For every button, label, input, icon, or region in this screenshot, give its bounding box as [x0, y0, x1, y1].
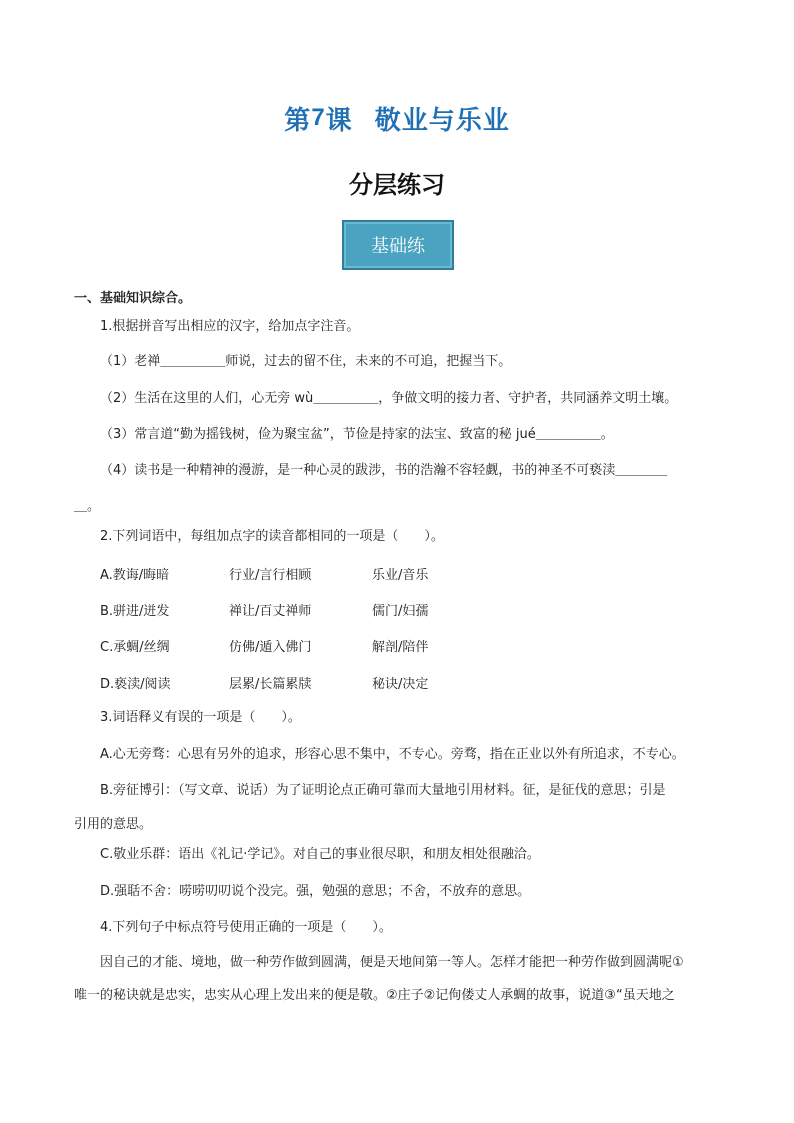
title-prefix: 第: [284, 106, 312, 136]
q2-option-d-1: D.亵渎/阅读: [100, 677, 171, 692]
q4-passage-line-2: 唯一的秘诀就是忠实，忠实从心理上发出来的便是敬。②庄子②记佝偻丈人承蜩的故事，说道③“虽天地之: [74, 988, 675, 1003]
subtitle: 分层练习: [349, 170, 445, 199]
q1-stem: 1.根据拼音写出相应的汉字，给加点字注音。: [100, 319, 360, 334]
q2-option-b-3: 儒门/妇孺: [372, 604, 429, 619]
q2-option-d-2: 层累/长篇累牍: [229, 677, 312, 692]
title-number: 7: [311, 104, 326, 131]
q4-passage-line-1: 因自己的才能、境地，做一种劳作做到圆满，便是天地间第一等人。怎样才能把一种劳作做到圆满呢①: [100, 955, 684, 970]
q3-option-a: A.心无旁骛：心思有另外的追求，形容心思不集中，不专心。旁骛，指在正业以外有所追求，不专心。: [100, 747, 685, 762]
q3-option-d: D.强聒不舍：唠唠叨叨说个没完。强，勉强的意思；不舍，不放弃的意思。: [100, 884, 531, 899]
q2-option-a-3: 乐业/音乐: [372, 568, 429, 583]
q2-option-b-2: 禅让/百丈禅师: [229, 604, 312, 619]
level-badge: 基础练: [342, 220, 454, 270]
q2-option-c-3: 解剖/陪伴: [372, 640, 429, 655]
q1-item-4-cont: ＿。: [74, 499, 101, 514]
q3-option-b: B.旁征博引：（写文章、说话）为了证明论点正确可靠而大量地引用材料。征，是征伐的意思；引是: [100, 783, 666, 798]
q1-item-2: （2）生活在这里的人们，心无旁 wù＿＿＿＿＿，争做文明的接力者、守护者，共同涵养文明土壤。: [100, 391, 678, 406]
q2-option-b-1: B.骈进/迸发: [100, 604, 170, 619]
q3-option-b-cont: 引用的意思。: [74, 817, 153, 832]
q2-option-c-2: 仿佛/遁入佛门: [229, 640, 312, 655]
q1-item-4: （4）读书是一种精神的漫游，是一种心灵的跋涉，书的浩瀚不容轻觑，书的神圣不可亵渎＿＿＿＿: [100, 463, 668, 478]
section-heading: 一、基础知识综合。: [74, 291, 192, 306]
title-lesson: 课: [325, 106, 353, 136]
q4-stem: 4.下列句子中标点符号使用正确的一项是（ ）。: [100, 920, 392, 935]
q3-stem: 3.词语释义有误的一项是（ ）。: [100, 710, 301, 725]
q2-option-c-1: C.承蜩/丝绸: [100, 640, 170, 655]
q2-option-a-2: 行业/言行相顾: [229, 568, 312, 583]
title-main: 敬业与乐业: [374, 106, 510, 136]
q2-stem: 2.下列词语中，每组加点字的读音都相同的一项是（ ）。: [100, 529, 444, 544]
q2-option-d-3: 秘诀/决定: [372, 677, 429, 692]
q1-item-3: （3）常言道“勤为摇钱树，俭为聚宝盆”，节俭是持家的法宝、致富的秘 jué＿＿＿＿＿。: [100, 427, 614, 442]
q2-option-a-1: A.教诲/晦暗: [100, 568, 170, 583]
q3-option-c: C.敬业乐群：语出《礼记·学记》。对自己的事业很尽职，和朋友相处很融洽。: [100, 847, 540, 862]
q1-item-1: （1）老禅＿＿＿＿＿师说，过去的留不住，未来的不可追，把握当下。: [100, 354, 512, 369]
lesson-title: [0, 100, 794, 137]
